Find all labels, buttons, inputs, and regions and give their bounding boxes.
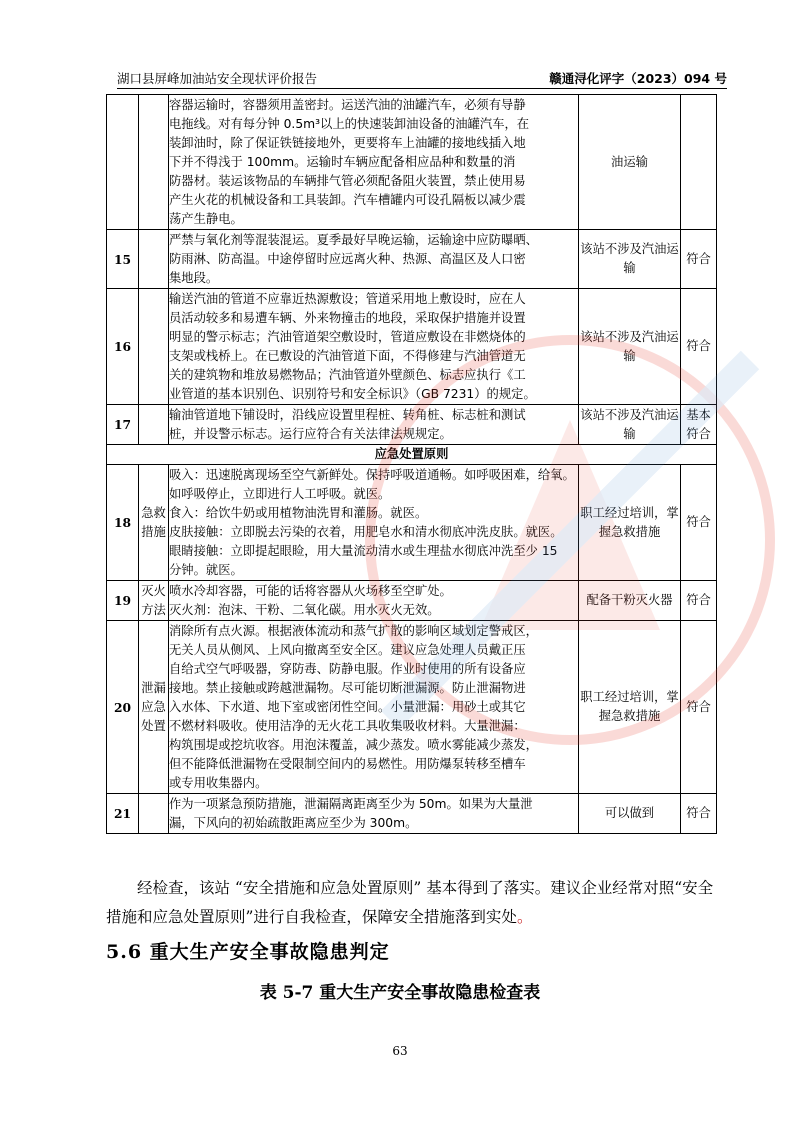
section-row — [107, 445, 717, 465]
row-actual-situation: 该站不涉及汽油运输 — [579, 289, 681, 405]
page-number: 63 — [392, 1044, 408, 1058]
table-row — [107, 621, 717, 794]
safety-measures-table — [106, 94, 717, 834]
conclusion-red-punctuation: 。 — [516, 908, 533, 926]
requirement-line: 输送汽油的管道不应靠近热源敷设；管道采用地上敷设时，应在人 — [169, 291, 526, 306]
page-header — [117, 69, 727, 87]
row-actual-situation: 油运输 — [579, 95, 681, 230]
requirement-line: 装卸油时，除了保证铁链接地外，更要将车上油罐的接地线插入地 — [169, 135, 526, 150]
row-number — [107, 95, 139, 230]
table-row — [107, 95, 717, 230]
conclusion-text: 经检查，该站 “安全措施和应急处置原则” 基本得到了落实。建议企业经常对照“安全措施和应急处置原则”进行自我检查，保障安全措施落到实处 — [106, 879, 714, 926]
row-requirement — [169, 465, 579, 581]
section-label: 应急处置原则 — [107, 445, 717, 465]
header-report-title: 湖口县屏峰加油站安全现状评价报告 — [117, 71, 318, 86]
row-actual-situation: 配备干粉灭火器 — [579, 581, 681, 621]
row-requirement — [169, 405, 579, 445]
requirement-line: 集地段。 — [169, 270, 219, 285]
requirement-line: 不燃材料吸收。使用洁净的无火花工具收集吸收材料。大量泄漏： — [169, 718, 526, 733]
header-rule — [117, 88, 727, 89]
row-number: 17 — [107, 405, 139, 445]
requirement-line: 分钟。就医。 — [169, 562, 243, 577]
requirement-line: 自给式空气呼吸器，穿防毒、防静电服。作业时使用的所有设备应 — [169, 661, 526, 676]
row-result — [681, 95, 717, 230]
row-category: 急救措施 — [139, 465, 169, 581]
requirement-line: 关的建筑物和堆放易燃物品；汽油管道外壁颜色、标志应执行《工 — [169, 367, 526, 382]
row-actual-situation: 该站不涉及汽油运输 — [579, 230, 681, 289]
section-title: 5.6 重大生产安全事故隐患判定 — [106, 941, 390, 963]
requirement-line: 喷水冷却容器，可能的话将容器从火场移至空旷处。 — [169, 583, 452, 598]
requirement-line: 容器运输时，容器须用盖密封。运送汽油的油罐汽车，必须有导静 — [169, 97, 526, 112]
requirement-line: 灭火剂：泡沫、干粉、二氧化碳。用水灭火无效。 — [169, 602, 440, 617]
row-number: 16 — [107, 289, 139, 405]
requirement-line: 皮肤接触：立即脱去污染的衣着，用肥皂水和清水彻底冲洗皮肤。就医。 — [169, 524, 563, 539]
requirement-line: 支架或栈桥上。在已敷设的汽油管道下面，不得修建与汽油管道无 — [169, 348, 526, 363]
row-requirement — [169, 581, 579, 621]
row-category — [139, 405, 169, 445]
header-document-number: 赣通浔化评字（2023）094 号 — [549, 71, 727, 86]
row-category — [139, 230, 169, 289]
row-actual-situation: 职工经过培训，掌握急救措施 — [579, 621, 681, 794]
table-row — [107, 289, 717, 405]
row-category: 泄漏应急处置 — [139, 621, 169, 794]
row-result: 符合 — [681, 621, 717, 794]
requirement-line: 明显的警示标志；汽油管道架空敷设时，管道应敷设在非燃烧体的 — [169, 329, 526, 344]
table-caption: 表 5-7 重大生产安全事故隐患检查表 — [259, 983, 541, 1003]
row-requirement — [169, 230, 579, 289]
row-number: 15 — [107, 230, 139, 289]
requirement-line: 产生火花的机械设备和工具装卸。汽车槽罐内可设孔隔板以减少震 — [169, 192, 526, 207]
row-result: 符合 — [681, 289, 717, 405]
row-requirement — [169, 621, 579, 794]
conclusion-paragraph — [106, 874, 718, 932]
requirement-line: 无关人员从侧风、上风向撤离至安全区。建议应急处理人员戴正压 — [169, 642, 526, 657]
requirement-line: 防器材。装运该物品的车辆排气管必须配备阻火装置，禁止使用易 — [169, 173, 526, 188]
requirement-line: 食入：给饮牛奶或用植物油洗胃和灌肠。就医。 — [169, 505, 428, 520]
requirement-line: 消除所有点火源。根据液体流动和蒸气扩散的影响区域划定警戒区， — [169, 623, 538, 638]
row-result: 符合 — [681, 230, 717, 289]
requirement-line: 接地。禁止接触或跨越泄漏物。尽可能切断泄漏源。防止泄漏物进 — [169, 680, 526, 695]
requirement-line: 漏，下风向的初始疏散距离应至少为 300m。 — [169, 815, 418, 830]
row-result: 符合 — [681, 794, 717, 834]
requirement-line: 严禁与氧化剂等混装混运。夏季最好早晚运输，运输途中应防曝晒、 — [169, 232, 538, 247]
row-result: 符合 — [681, 465, 717, 581]
row-actual-situation: 该站不涉及汽油运输 — [579, 405, 681, 445]
row-category — [139, 794, 169, 834]
row-category — [139, 95, 169, 230]
row-result: 符合 — [681, 581, 717, 621]
requirement-line: 吸入：迅速脱离现场至空气新鲜处。保持呼吸道通畅。如呼吸困难，给氧。 — [169, 467, 575, 482]
row-actual-situation: 可以做到 — [579, 794, 681, 834]
row-requirement — [169, 95, 579, 230]
row-number: 21 — [107, 794, 139, 834]
requirement-line: 眼睛接触：立即提起眼睑，用大量流动清水或生理盐水彻底冲洗至少 15 — [169, 543, 558, 558]
requirement-line: 或专用收集器内。 — [169, 775, 268, 790]
row-category: 灭火方法 — [139, 581, 169, 621]
requirement-line: 业管道的基本识别色、识别符号和安全标识》（GB 7231）的规定。 — [169, 386, 536, 401]
row-requirement — [169, 289, 579, 405]
table-row — [107, 465, 717, 581]
table-row — [107, 405, 717, 445]
requirement-line: 但不能降低泄漏物在受限制空间内的易燃性。用防爆泵转移至槽车 — [169, 756, 526, 771]
requirement-line: 作为一项紧急预防措施，泄漏隔离距离至少为 50m。如果为大量泄 — [169, 796, 533, 811]
requirement-line: 入水体、下水道、地下室或密闭性空间。小量泄漏：用砂土或其它 — [169, 699, 526, 714]
row-actual-situation: 职工经过培训，掌握急救措施 — [579, 465, 681, 581]
requirement-line: 如呼吸停止，立即进行人工呼吸。就医。 — [169, 486, 391, 501]
row-number: 19 — [107, 581, 139, 621]
requirement-line: 下并不得浅于 100mm。运输时车辆应配备相应品种和数量的消 — [169, 154, 516, 169]
table-row — [107, 581, 717, 621]
requirement-line: 输油管道地下铺设时，沿线应设置里程桩、转角桩、标志桩和测试 — [169, 407, 526, 422]
row-category — [139, 289, 169, 405]
requirement-line: 员活动较多和易遭车辆、外来物撞击的地段，采取保护措施并设置 — [169, 310, 526, 325]
requirement-line: 荡产生静电。 — [169, 211, 243, 226]
row-result: 基本符合 — [681, 405, 717, 445]
requirement-line: 构筑围堤或挖坑收容。用泡沫覆盖，减少蒸发。喷水雾能减少蒸发， — [169, 737, 538, 752]
table-row — [107, 794, 717, 834]
requirement-line: 桩，并设警示标志。运行应符合有关法律法规规定。 — [169, 426, 452, 441]
row-number: 20 — [107, 621, 139, 794]
requirement-line: 电拖线。对有每分钟 0.5m³以上的快速装卸油设备的油罐汽车，在 — [169, 116, 530, 131]
row-requirement — [169, 794, 579, 834]
table-row — [107, 230, 717, 289]
requirement-line: 防雨淋、防高温。中途停留时应远离火种、热源、高温区及人口密 — [169, 251, 526, 266]
row-number: 18 — [107, 465, 139, 581]
